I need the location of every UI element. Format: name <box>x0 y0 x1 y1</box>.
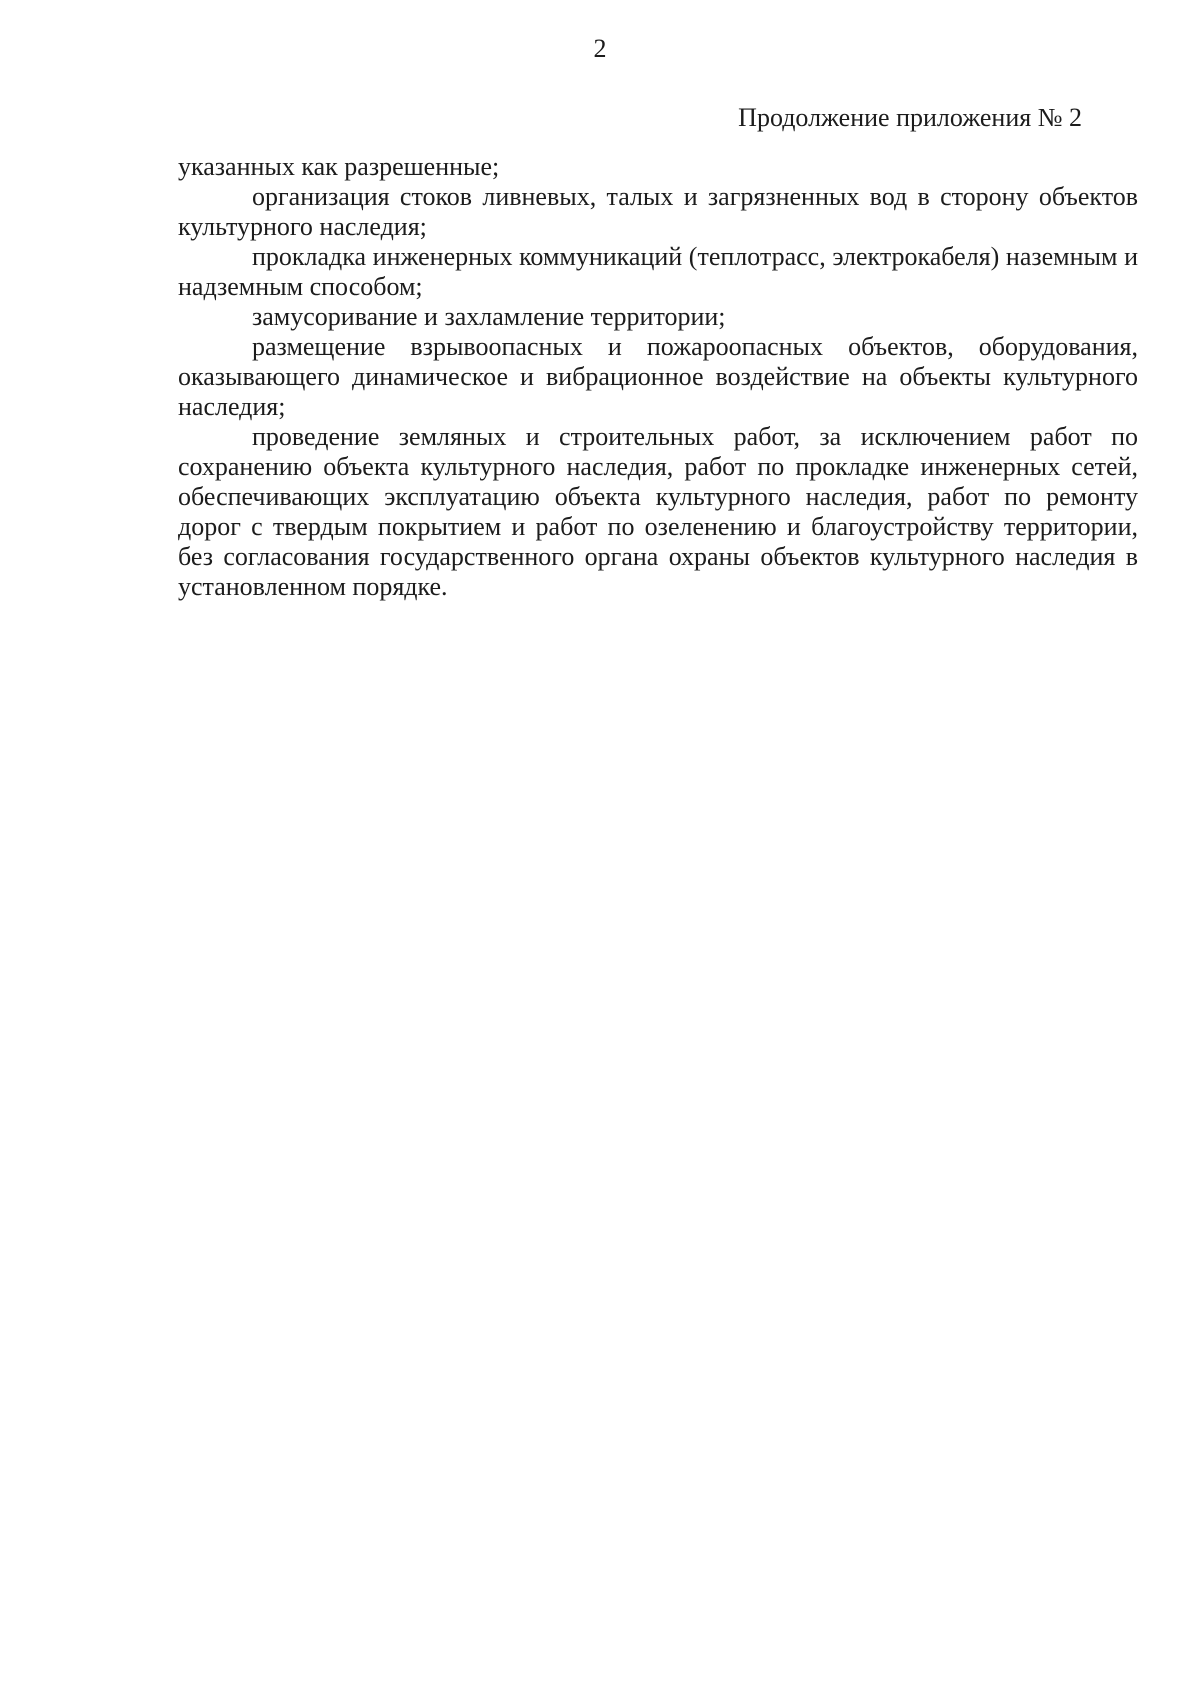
appendix-continuation-header: Продолжение приложения № 2 <box>738 103 1082 132</box>
page-number: 2 <box>593 34 607 63</box>
paragraph: указанных как разрешенные; <box>178 152 500 181</box>
paragraph: замусоривание и захламление территории; <box>252 302 726 331</box>
paragraph: проведение земляных и строительных работ, за исключением работ по сохранению объекта культурного наследия, работ по прокладке инженерных сетей, обеспечивающих эксплуатацию объекта культурного наследия, работ по ремонту дорог с твердым покрытием и работ по озеленению и благоустройству территории, без согласования государственного органа охраны объектов культурного наследия в установленном порядке. <box>178 422 1138 601</box>
paragraph: размещение взрывоопасных и пожароопасных объектов, оборудования, оказывающего динамическое и вибрационное воздействие на объекты культурного наследия; <box>178 332 1138 421</box>
paragraph: прокладка инженерных коммуникаций (теплотрасс, электрокабеля) наземным и надземным способом; <box>178 242 1138 301</box>
document-body <box>178 152 1138 602</box>
paragraph: организация стоков ливневых, талых и загрязненных вод в сторону объектов культурного наследия; <box>178 182 1138 241</box>
